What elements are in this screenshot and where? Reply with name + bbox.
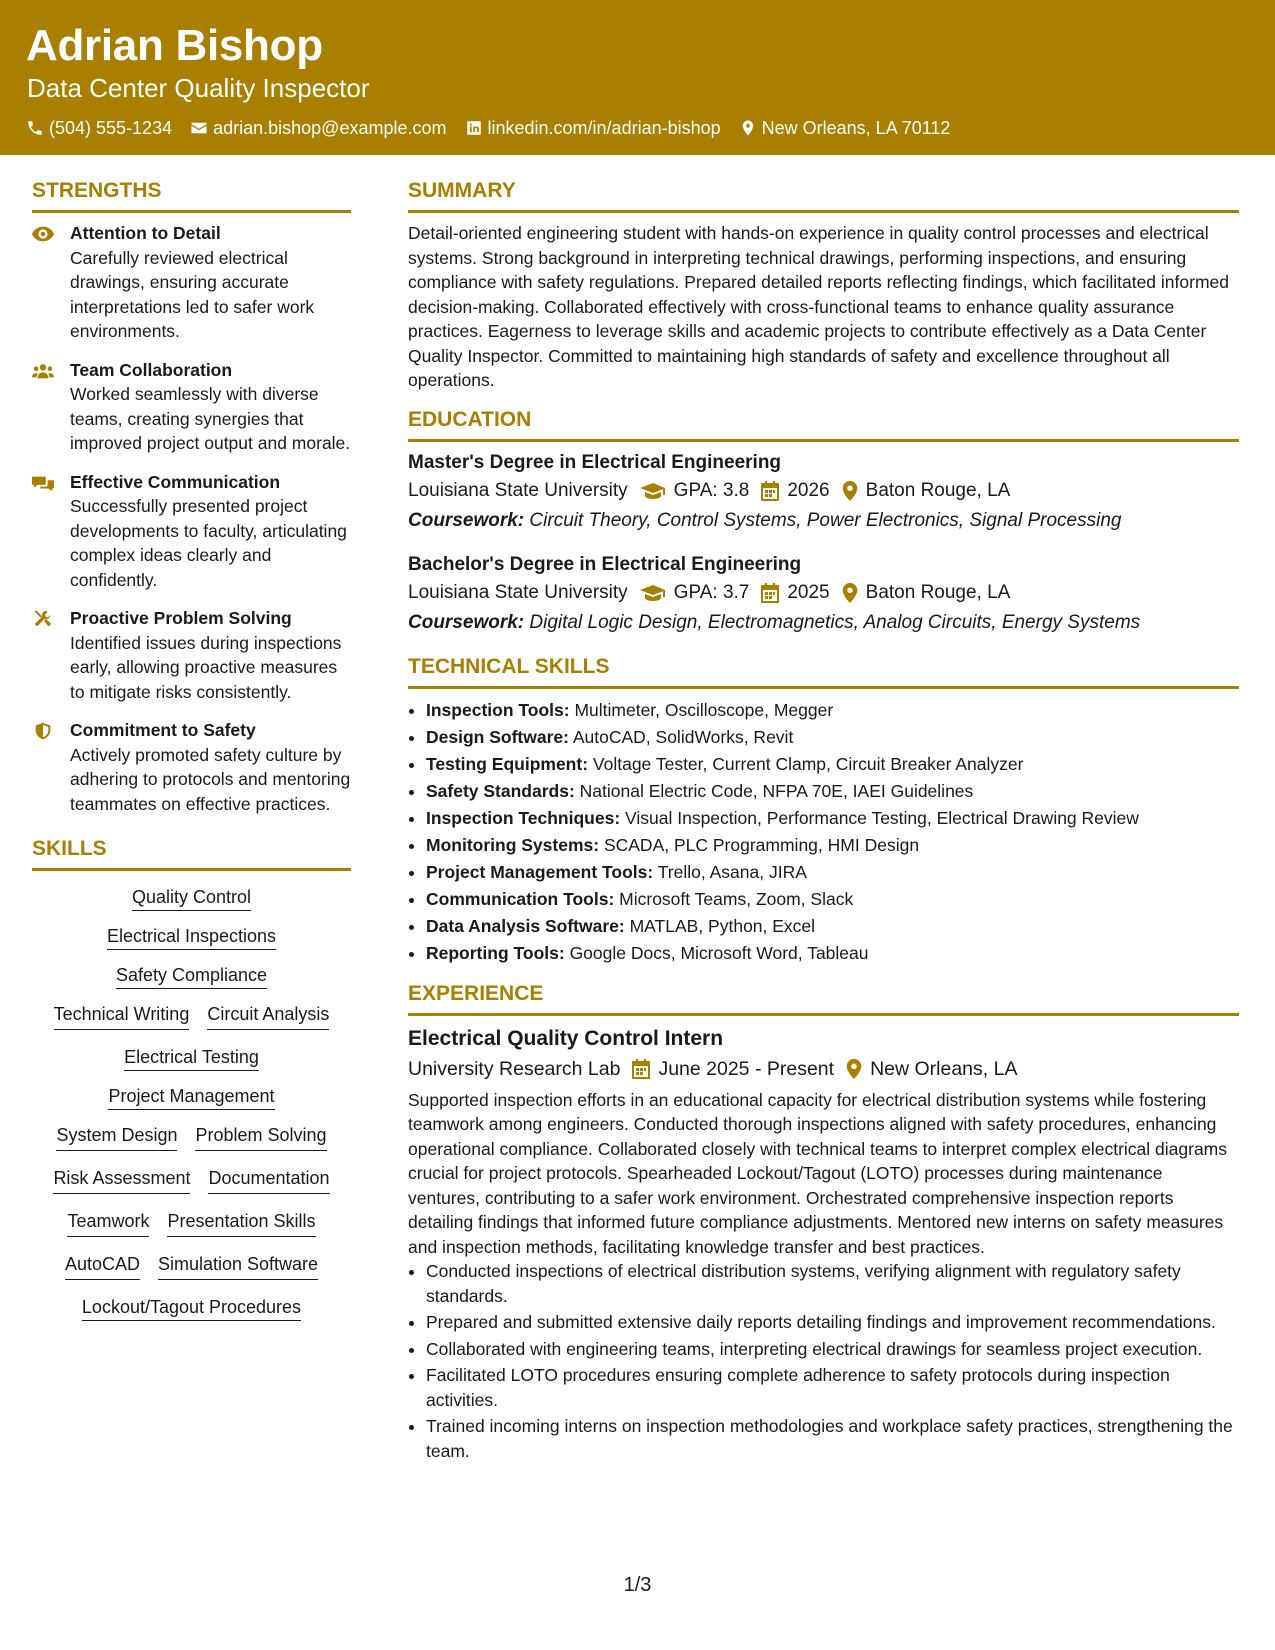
skill-tag: Risk Assessment <box>53 1166 190 1194</box>
calendar-icon <box>632 1059 650 1079</box>
skills-heading: SKILLS <box>32 836 351 871</box>
strength-text: Successfully presented project developments to faculty, articulating complex ideas clearly and confidently. <box>70 496 347 590</box>
strength-text: Worked seamlessly with diverse teams, creating synergies that improved project output and morale. <box>70 384 351 453</box>
experience-heading: EXPERIENCE <box>408 981 1239 1016</box>
tech-label: Communication Tools: <box>426 888 615 909</box>
education-meta <box>408 578 1239 608</box>
gpa: GPA: 3.8 <box>673 479 750 501</box>
strengths-heading: STRENGTHS <box>32 178 351 213</box>
skill-tag: Safety Compliance <box>116 965 267 989</box>
job-title: Electrical Quality Control Intern <box>408 1026 724 1050</box>
skill-tag: System Design <box>56 1123 177 1151</box>
tech-value: National Electric Code, NFPA 70E, IAEI Guidelines <box>579 780 974 801</box>
tech-value: Voltage Tester, Current Clamp, Circuit Breaker Analyzer <box>592 753 1024 774</box>
coursework-list: Circuit Theory, Control Systems, Power Electronics, Signal Processing <box>529 509 1122 531</box>
list-item: • Collaborated with engineering teams, interpreting electrical drawings for seamless project execution. <box>426 1337 1239 1362</box>
contact-email[interactable] <box>190 116 446 140</box>
map-pin-icon <box>846 1059 862 1079</box>
tech-value: SCADA, PLC Programming, HMI Design <box>603 834 920 855</box>
skill-tag: Documentation <box>208 1166 329 1194</box>
list-item <box>426 913 1239 940</box>
eye-icon <box>32 225 54 243</box>
skill-tag: AutoCAD <box>65 1252 140 1280</box>
tech-label: Safety Standards: <box>426 780 575 801</box>
list-item: • Trained incoming interns on inspection methodologies and workplace safety practices, strengthening the team. <box>426 1414 1239 1463</box>
candidate-title: Data Center Quality Inspector <box>27 73 370 103</box>
skill-tag: Circuit Analysis <box>207 1002 329 1030</box>
list-item <box>426 778 1239 805</box>
school-location: Baton Rouge, LA <box>865 479 1011 501</box>
list-item <box>426 859 1239 886</box>
contact-linkedin[interactable] <box>465 116 721 140</box>
list-item: • Prepared and submitted extensive daily reports detailing findings and improvement recommendations. <box>426 1310 1239 1335</box>
skill-tag: Presentation Skills <box>167 1209 315 1237</box>
tech-label: Design Software: <box>426 726 569 747</box>
education-entry <box>408 552 1239 638</box>
resume-header <box>0 0 1275 155</box>
tech-value: Multimeter, Oscilloscope, Megger <box>574 699 834 720</box>
graduation-year: 2026 <box>787 479 830 501</box>
strength-item <box>32 221 351 344</box>
map-pin-icon <box>739 119 757 137</box>
coursework <box>408 506 1239 536</box>
job-entry <box>408 1024 1239 1464</box>
envelope-icon <box>190 119 208 137</box>
job-dates: June 2025 - Present <box>658 1057 835 1080</box>
tech-value: Google Docs, Microsoft Word, Tableau <box>569 942 869 963</box>
list-item <box>426 751 1239 778</box>
list-item <box>426 832 1239 859</box>
strength-text: Carefully reviewed electrical drawings, ensuring accurate interpretations led to safer work environments. <box>70 247 315 341</box>
skill-row <box>32 1295 351 1319</box>
strength-text: Actively promoted safety culture by adhering to protocols and mentoring teammates on effective practices. <box>70 744 351 814</box>
contact-location-text: New Orleans, LA 70112 <box>761 118 951 138</box>
coursework-list: Digital Logic Design, Electromagnetics, Analog Circuits, Energy Systems <box>529 611 1141 633</box>
skill-tag: Electrical Inspections <box>107 926 276 950</box>
strength-title: Proactive Problem Solving <box>70 608 292 628</box>
skill-tag: Project Management <box>108 1086 274 1110</box>
tech-label: Project Management Tools: <box>426 861 654 882</box>
job-bullets <box>408 1259 1239 1463</box>
tech-label: Inspection Techniques: <box>426 807 621 828</box>
calendar-icon <box>761 583 779 603</box>
contact-location <box>739 116 951 140</box>
education-heading: EDUCATION <box>408 407 1239 442</box>
tech-value: MATLAB, Python, Excel <box>629 915 816 936</box>
strength-item <box>32 358 351 456</box>
education-entry <box>408 450 1239 536</box>
list-item <box>426 886 1239 913</box>
strength-item <box>32 470 351 593</box>
list-item <box>426 697 1239 724</box>
strength-title: Effective Communication <box>70 471 281 492</box>
strength-item <box>32 718 351 816</box>
graduation-year: 2025 <box>787 581 830 603</box>
skill-row <box>32 1084 351 1108</box>
gpa: GPA: 3.7 <box>673 581 750 603</box>
school-name: Louisiana State University <box>408 581 628 603</box>
tech-value: Microsoft Teams, Zoom, Slack <box>619 888 854 909</box>
degree-title: Bachelor's Degree in Electrical Engineering <box>408 553 802 575</box>
contact-phone-text: (504) 555-1234 <box>49 118 173 138</box>
company-name: University Research Lab <box>408 1057 621 1080</box>
summary-text: Detail-oriented engineering student with hands-on experience in quality control processes and electrical systems. Strong background in interpreting technical drawings, performing inspections, and ensuring compliance with safety regulations. Prepared detailed reports reflecting findings, which facilitated informed decision-making. Collaborated effectively with cross-functional teams to enhance quality assurance practices. Eagerness to leverage skills and academic projects to contribute effectively as a Data Center Quality Inspector. Committed to maintaining high standards of safety and excellence throughout all operations. <box>408 223 1229 390</box>
users-icon <box>32 362 54 380</box>
comments-icon <box>32 474 54 492</box>
coursework-label: Coursework: <box>408 509 525 531</box>
skill-tag: Teamwork <box>67 1209 149 1237</box>
coursework <box>408 608 1239 638</box>
skill-tag: Electrical Testing <box>124 1047 259 1071</box>
list-item <box>426 940 1239 967</box>
skills-list <box>32 879 351 1319</box>
page-number: 1/3 <box>623 1574 652 1596</box>
list-item <box>426 724 1239 751</box>
skill-tag: Problem Solving <box>195 1123 326 1151</box>
tech-value: AutoCAD, SolidWorks, Revit <box>572 726 794 747</box>
skill-row <box>32 1045 351 1069</box>
tech-label: Monitoring Systems: <box>426 834 600 855</box>
strength-title: Commitment to Safety <box>70 720 256 740</box>
strength-item <box>32 606 351 704</box>
degree-title: Master's Degree in Electrical Engineering <box>408 451 782 473</box>
strength-title: Team Collaboration <box>70 359 233 380</box>
technical-skills-list <box>408 697 1239 967</box>
education-meta <box>408 476 1239 506</box>
skill-row <box>32 963 351 987</box>
skill-tag: Technical Writing <box>54 1002 190 1030</box>
skill-tag: Lockout/Tagout Procedures <box>82 1297 301 1321</box>
shield-icon <box>32 722 54 740</box>
tech-label: Reporting Tools: <box>426 942 565 963</box>
list-item <box>426 805 1239 832</box>
list-item: • Facilitated LOTO procedures ensuring complete adherence to safety protocols during inspection activities. <box>426 1363 1239 1412</box>
map-pin-icon <box>842 481 858 501</box>
tech-label: Testing Equipment: <box>426 753 589 774</box>
skill-tag: Quality Control <box>132 887 251 911</box>
graduation-cap-icon <box>640 583 666 603</box>
contact-bar <box>26 116 950 140</box>
coursework-label: Coursework: <box>408 611 525 633</box>
contact-email-text: adrian.bishop@example.com <box>213 118 447 138</box>
map-pin-icon <box>842 583 858 603</box>
tools-icon <box>32 610 54 628</box>
school-location: Baton Rouge, LA <box>865 581 1011 603</box>
tech-label: Inspection Tools: <box>426 699 570 720</box>
strength-text: Identified issues during inspections early, allowing proactive measures to mitigate risks consistently. <box>70 632 342 702</box>
skill-row <box>32 885 351 909</box>
technical-skills-heading: TECHNICAL SKILLS <box>408 654 1239 689</box>
phone-icon <box>26 119 44 137</box>
skill-row <box>32 924 351 948</box>
summary-heading: SUMMARY <box>408 178 1239 213</box>
skill-tag: Simulation Software <box>158 1252 318 1280</box>
right-column <box>408 178 1239 1465</box>
graduation-cap-icon <box>640 481 666 501</box>
strength-title: Attention to Detail <box>70 223 221 243</box>
linkedin-icon <box>465 119 483 137</box>
job-meta <box>408 1054 1239 1084</box>
calendar-icon <box>761 481 779 501</box>
contact-linkedin-text: linkedin.com/in/adrian-bishop <box>487 118 721 138</box>
left-column <box>32 178 351 1319</box>
school-name: Louisiana State University <box>408 479 628 501</box>
job-location: New Orleans, LA <box>870 1057 1018 1080</box>
list-item: • Conducted inspections of electrical distribution systems, verifying alignment with regulatory safety standards. <box>426 1259 1239 1308</box>
job-description: Supported inspection efforts in an educational capacity for electrical distribution systems while fostering teamwork among engineers. Conducted thorough inspections aligned with safety procedures, enhancing operational compliance. Collaborated closely with technical teams to interpret complex electrical diagrams crucial for project protocols. Spearheaded Lockout/Tagout (LOTO) processes during maintenance ventures, contributing to a safer work environment. Orchestrated comprehensive inspection reports detailing findings that informed future compliance adjustments. Mentored new interns on safety measures and inspection methods, facilitating knowledge transfer and best practices. <box>408 1089 1228 1257</box>
tech-value: Trello, Asana, JIRA <box>657 861 807 882</box>
candidate-name: Adrian Bishop <box>26 21 323 70</box>
tech-value: Visual Inspection, Performance Testing, Electrical Drawing Review <box>625 807 1139 828</box>
contact-phone[interactable] <box>26 116 172 140</box>
tech-label: Data Analysis Software: <box>426 915 625 936</box>
